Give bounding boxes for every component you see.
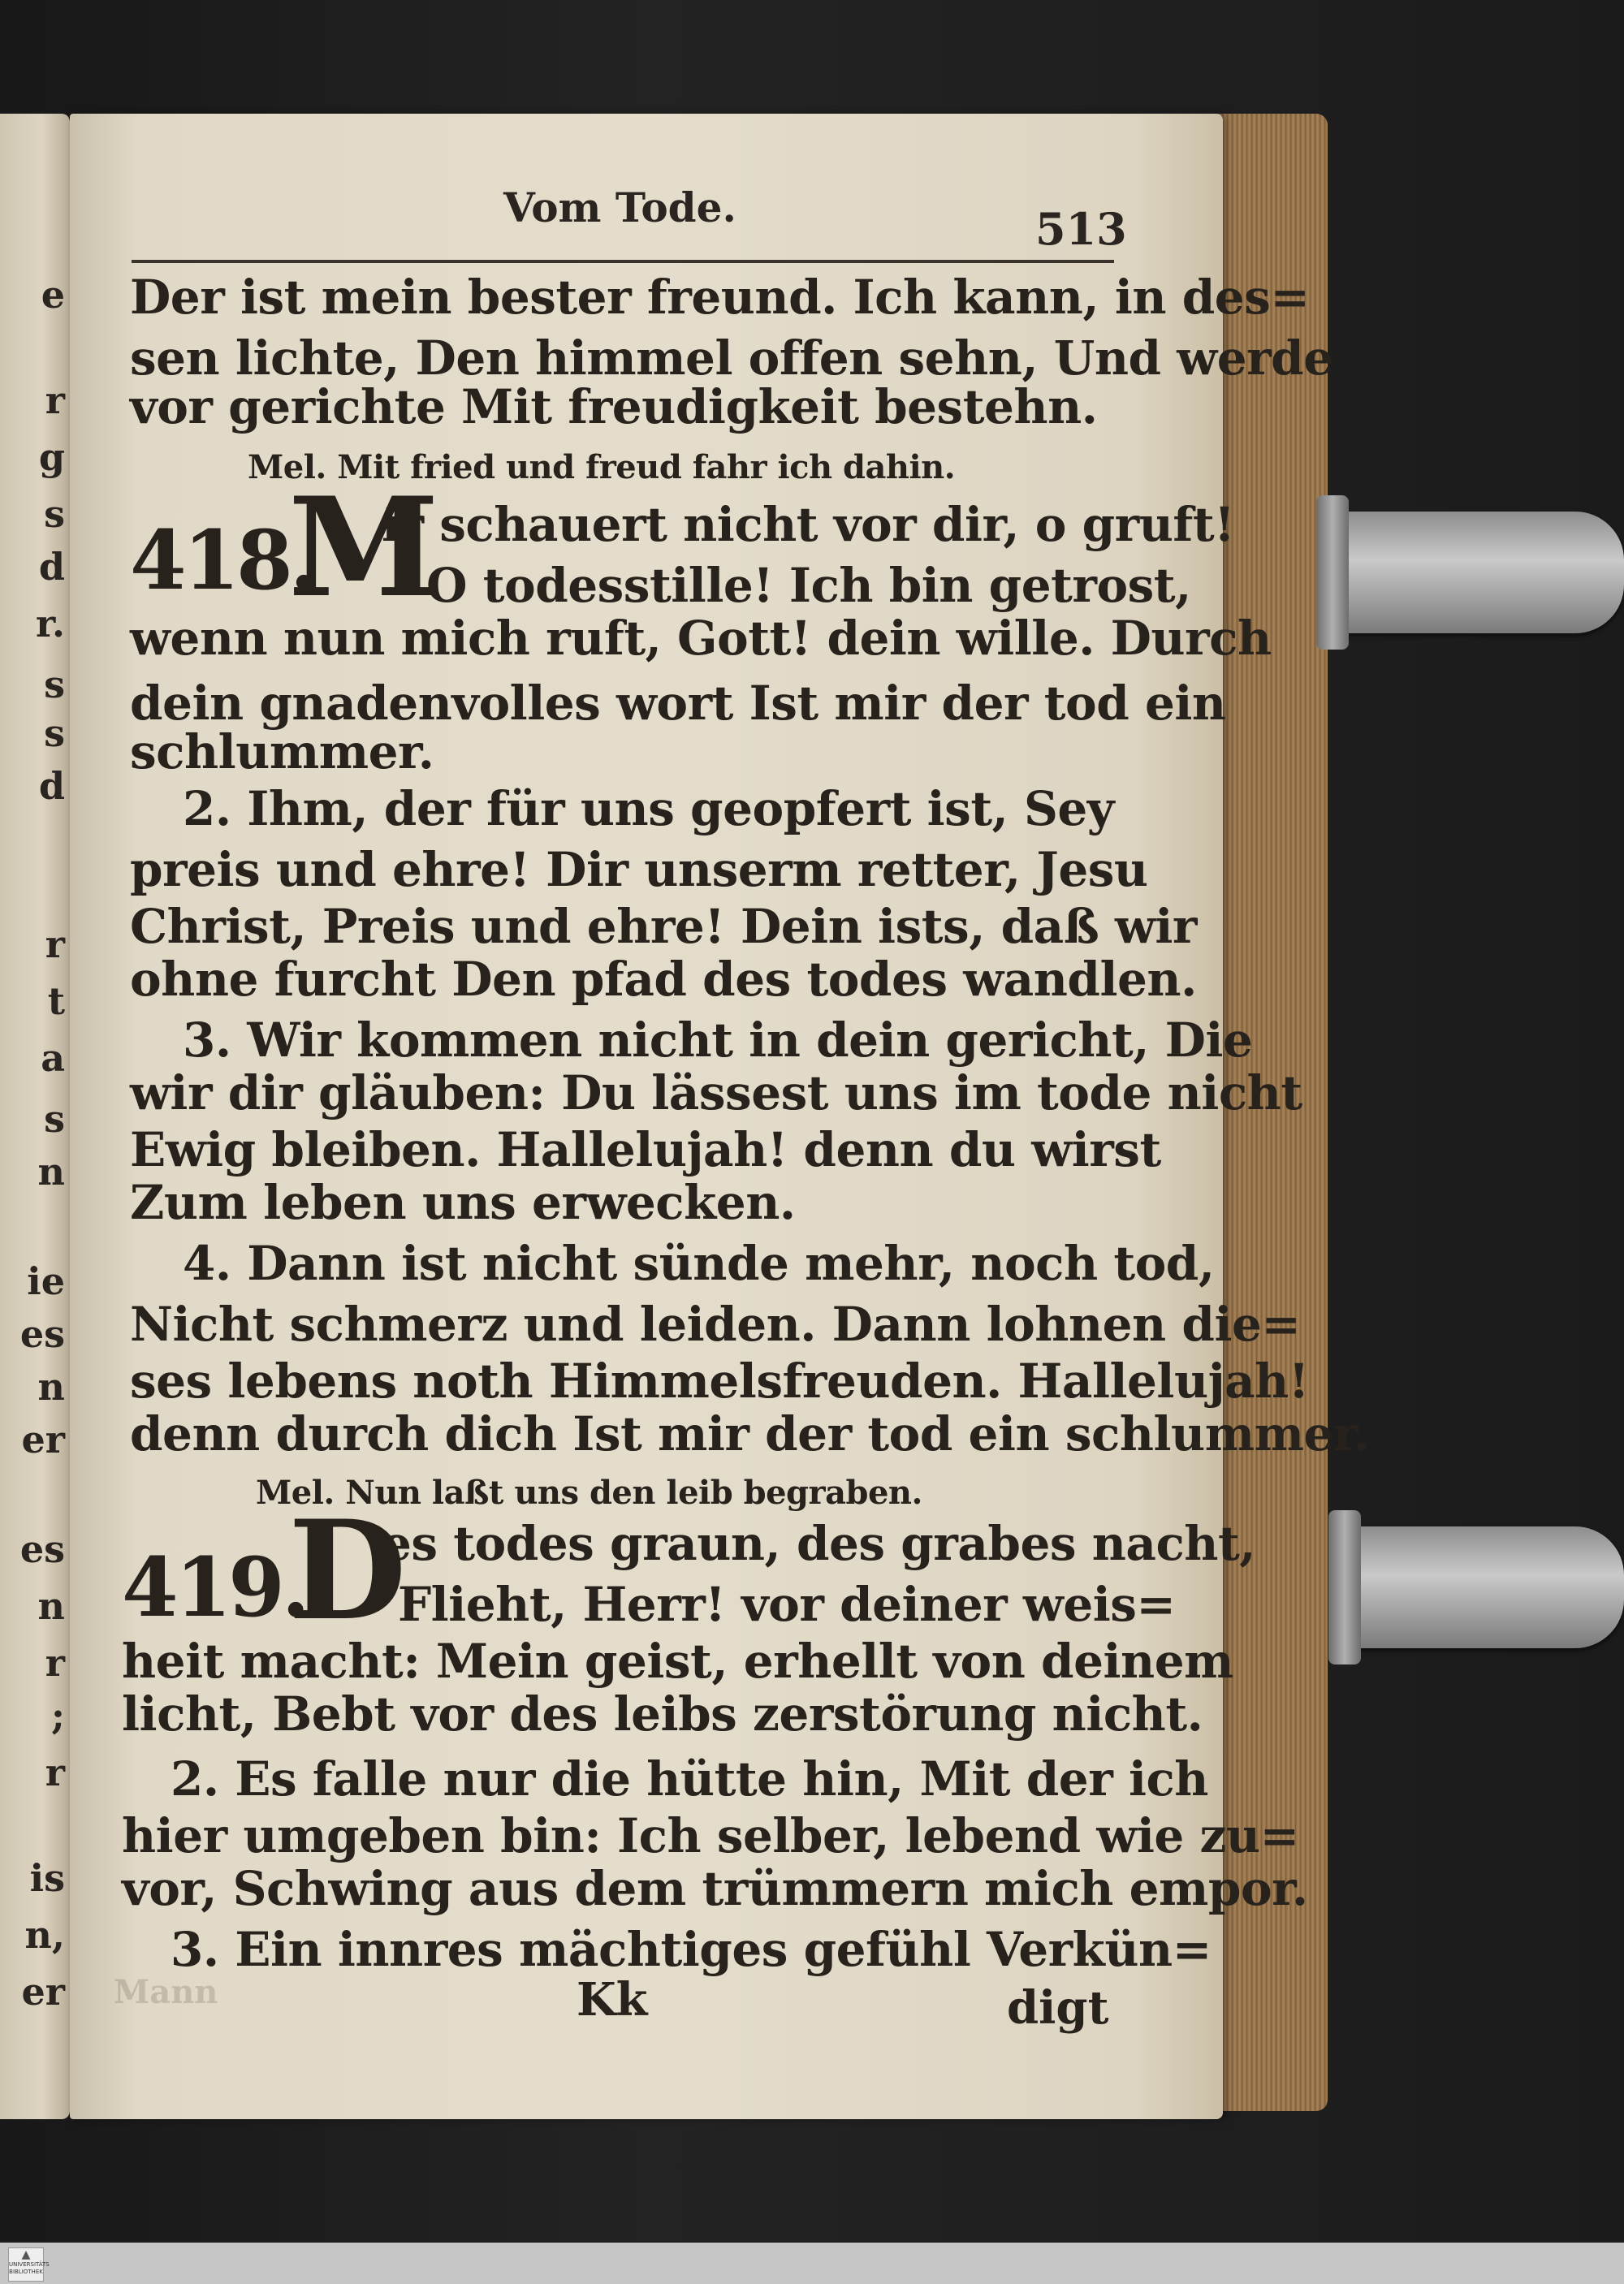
hymn-number: 419.	[122, 1539, 307, 1635]
edge-letter: n	[37, 1150, 65, 1194]
running-head: Vom Tode.	[503, 183, 736, 231]
header-rule	[132, 260, 1114, 263]
edge-letter: r	[45, 1751, 65, 1794]
text-line: heit macht: Mein geist, erhellt von deinem	[122, 1634, 1233, 1689]
library-logo	[8, 2247, 50, 2282]
verse-line: Zum leben uns erwecken.	[130, 1175, 796, 1230]
edge-letter: d	[38, 764, 65, 808]
verse-line: vor, Schwing aus dem trümmern mich empor.	[122, 1861, 1308, 1916]
drop-initial: D	[288, 1490, 407, 1651]
text-line: O todesstille! Ich bin getrost,	[426, 558, 1191, 613]
edge-letter: s	[44, 492, 65, 536]
verse-line: hier umgeben bin: Ich selber, lebend wie zu=	[122, 1808, 1299, 1863]
edge-letter: s	[44, 663, 65, 706]
verse-line: Ewig bleiben. Hallelujah! denn du wirst	[130, 1122, 1161, 1177]
edge-letter: e	[41, 273, 65, 317]
library-logo-text: UNIVERSITÄTS BIBLIOTHEK	[9, 2261, 50, 2275]
edge-letter: g	[38, 435, 65, 479]
text-line: wenn nun mich ruft, Gott! dein wille. Durch	[130, 611, 1272, 666]
melody-line: Mel. Mit fried und freud fahr ich dahin.	[248, 448, 956, 486]
catchword: digt	[1007, 1981, 1109, 2035]
verse-line: ohne furcht Den pfad des todes wandlen.	[130, 952, 1197, 1007]
edge-letter: r	[45, 1641, 65, 1685]
lower-clasp	[1340, 1526, 1624, 1648]
verse-line: 2. Es falle nur die hütte hin, Mit der ich	[171, 1751, 1208, 1807]
edge-letter: is	[29, 1856, 65, 1900]
edge-letter: ;	[51, 1694, 65, 1738]
text-line: Flieht, Herr! vor deiner weis=	[398, 1577, 1176, 1632]
offset-print: Mann	[114, 1973, 218, 2011]
viewer-footer-bar	[0, 2243, 1624, 2284]
verse-line: 3. Wir kommen nicht in dein gericht, Die	[183, 1012, 1253, 1068]
text-line: dein gnadenvolles wort Ist mir der tod ein	[130, 676, 1226, 731]
melody-line: Mel. Nun laßt uns den leib begraben.	[256, 1474, 922, 1512]
edge-letter: r	[45, 922, 65, 966]
edge-letter: s	[44, 1097, 65, 1141]
text-line: vor gerichte Mit freudigkeit bestehn.	[130, 379, 1098, 434]
text-line: es todes graun, des grabes nacht,	[382, 1516, 1255, 1571]
verse-line: Nicht schmerz und leiden. Dann lohnen die=	[130, 1297, 1301, 1352]
edge-letter: r	[45, 378, 65, 422]
verse-line: 3. Ein innres mächtiges gefühl Verkün=	[171, 1922, 1212, 1977]
edge-letter: es	[19, 1312, 65, 1356]
edge-letter: d	[38, 545, 65, 589]
edge-letter: n	[37, 1365, 65, 1409]
verse-line: ses lebens noth Himmelsfreuden. Hallelujah!	[130, 1354, 1309, 1409]
drop-initial: M	[288, 467, 439, 628]
verse-line: preis und ehre! Dir unserm retter, Jesu	[130, 842, 1148, 897]
verse-line: 2. Ihm, der für uns geopfert ist, Sey	[183, 781, 1114, 836]
edge-letter: n,	[24, 1913, 65, 1957]
text-line: Der ist mein bester freund. Ich kann, in des=	[130, 270, 1310, 325]
verse-line: 4. Dann ist nicht sünde mehr, noch tod,	[183, 1236, 1215, 1291]
text-line: licht, Bebt vor des leibs zerstörung nicht.	[122, 1686, 1203, 1742]
edge-letter: er	[21, 1970, 65, 2014]
edge-letter: ie	[27, 1259, 65, 1303]
verse-line: Christ, Preis und ehre! Dein ists, daß wir	[130, 899, 1197, 954]
verse-line: wir dir gläuben: Du lässest uns im tode nicht	[130, 1065, 1302, 1120]
text-line: schlummer.	[130, 724, 434, 779]
text-line: sen lichte, Den himmel offen sehn, Und werde	[130, 330, 1333, 386]
edge-letter: t	[47, 979, 65, 1023]
text-line: ir schauert nicht vor dir, o gruft!	[382, 497, 1235, 552]
signature-mark: Kk	[577, 1973, 648, 2027]
upper-clasp	[1328, 512, 1624, 633]
edge-letter: a	[41, 1036, 65, 1080]
verse-line: denn durch dich Ist mir der tod ein schlummer.	[130, 1406, 1370, 1462]
edge-letter: s	[44, 711, 65, 755]
library-building-icon: ▲	[21, 2248, 31, 2261]
edge-letter: n	[37, 1584, 65, 1628]
page-number: 513	[1035, 203, 1127, 255]
edge-letter: es	[19, 1527, 65, 1571]
hymn-number: 418.	[130, 512, 315, 608]
edge-letter: r.	[35, 602, 65, 645]
edge-letter: er	[21, 1418, 65, 1462]
